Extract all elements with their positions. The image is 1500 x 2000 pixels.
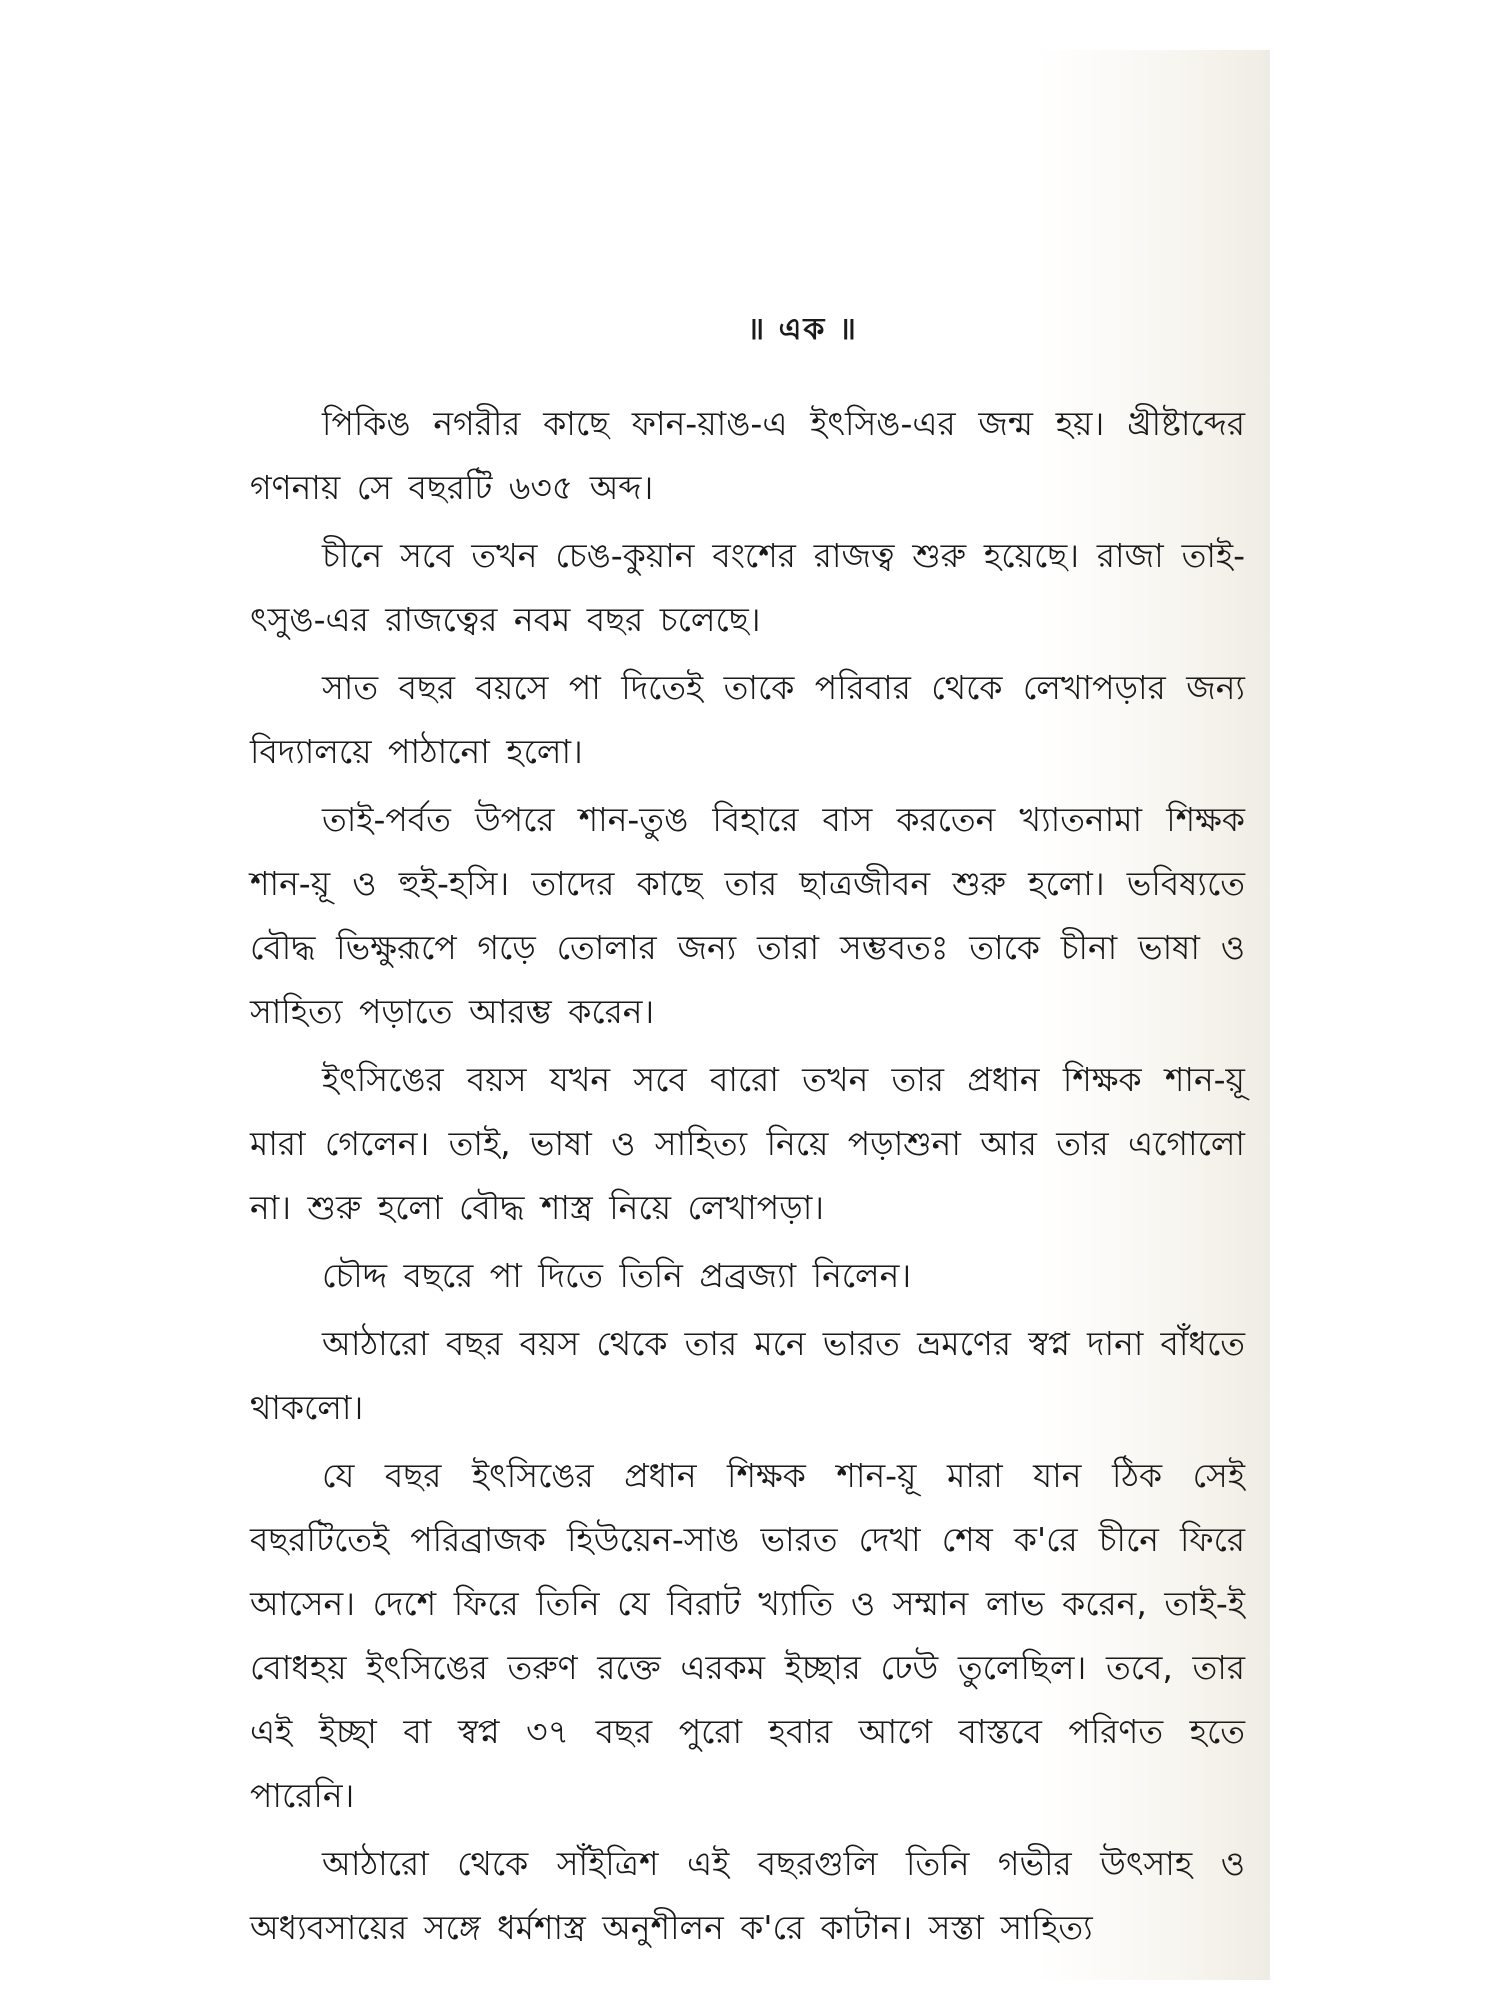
chapter-heading: ॥ এক ॥ [747,312,858,347]
paragraph-8: যে বছর ইৎসিঙের প্রধান শিক্ষক শান-য়ূ মারা যান ঠিক সেই বছরটিতেই পরিব্রাজক হিউয়েন-সাঙ ভারত দেখা শেষ ক'রে চীনে ফিরে আসেন। দেশে ফিরে তিনি যে বিরাট খ্যাতি ও সম্মান লাভ করেন, তাই-ই বোধহয় ইৎসিঙের তরুণ রক্তে এরকম ইচ্ছার ঢেউ তুলেছিল। তবে, তার এই ইচ্ছা বা স্বপ্ন ৩৭ বছর পুরো হবার আগে বাস্তবে পরিণত হতে পারেনি। [250,1456,1245,1815]
paragraph-6: চৌদ্দ বছরে পা দিতে তিনি প্রব্রজ্যা নিলেন। [322,1256,912,1295]
paragraph-1: পিকিঙ নগরীর কাছে ফান-য়াঙ-এ ইৎসিঙ-এর জন্ম হয়। খ্রীষ্টাব্দের গণনায় সে বছরটি ৬৩৫ অব্দ। [250,404,1245,507]
paragraph-2: চীনে সবে তখন চেঙ-কুয়ান বংশের রাজত্ব শুরু হয়েছে। রাজা তাই-ৎসুঙ-এর রাজত্বের নবম বছর চলেছে। [250,536,1245,639]
paragraph-9: আঠারো থেকে সাঁইত্রিশ এই বছরগুলি তিনি গভীর উৎসাহ ও অধ্যবসায়ের সঙ্গে ধর্মশাস্ত্র অনুশীলন ক'রে কাটান। সস্তা সাহিত্য [250,1844,1245,1947]
paragraph-5: ইৎসিঙের বয়স যখন সবে বারো তখন তার প্রধান শিক্ষক শান-য়ূ মারা গেলেন। তাই, ভাষা ও সাহিত্য নিয়ে পড়াশুনা আর তার এগোলো না। শুরু হলো বৌদ্ধ শাস্ত্র নিয়ে লেখাপড়া। [250,1060,1245,1227]
document-page [250,305,1245,1964]
paragraph-7: আঠারো বছর বয়স থেকে তার মনে ভারত ভ্রমণের স্বপ্ন দানা বাঁধতে থাকলো। [250,1324,1245,1427]
paragraph-4: তাই-পর্বত উপরে শান-তুঙ বিহারে বাস করতেন খ্যাতনামা শিক্ষক শান-য়ূ ও হুই-হসি। তাদের কাছে তার ছাত্রজীবন শুরু হলো। ভবিষ্যতে বৌদ্ধ ভিক্ষুরূপে গড়ে তোলার জন্য তারা সম্ভবতঃ তাকে চীনা ভাষা ও সাহিত্য পড়াতে আরম্ভ করেন। [250,800,1245,1031]
paragraph-3: সাত বছর বয়সে পা দিতেই তাকে পরিবার থেকে লেখাপড়ার জন্য বিদ্যালয়ে পাঠানো হলো। [250,668,1245,771]
